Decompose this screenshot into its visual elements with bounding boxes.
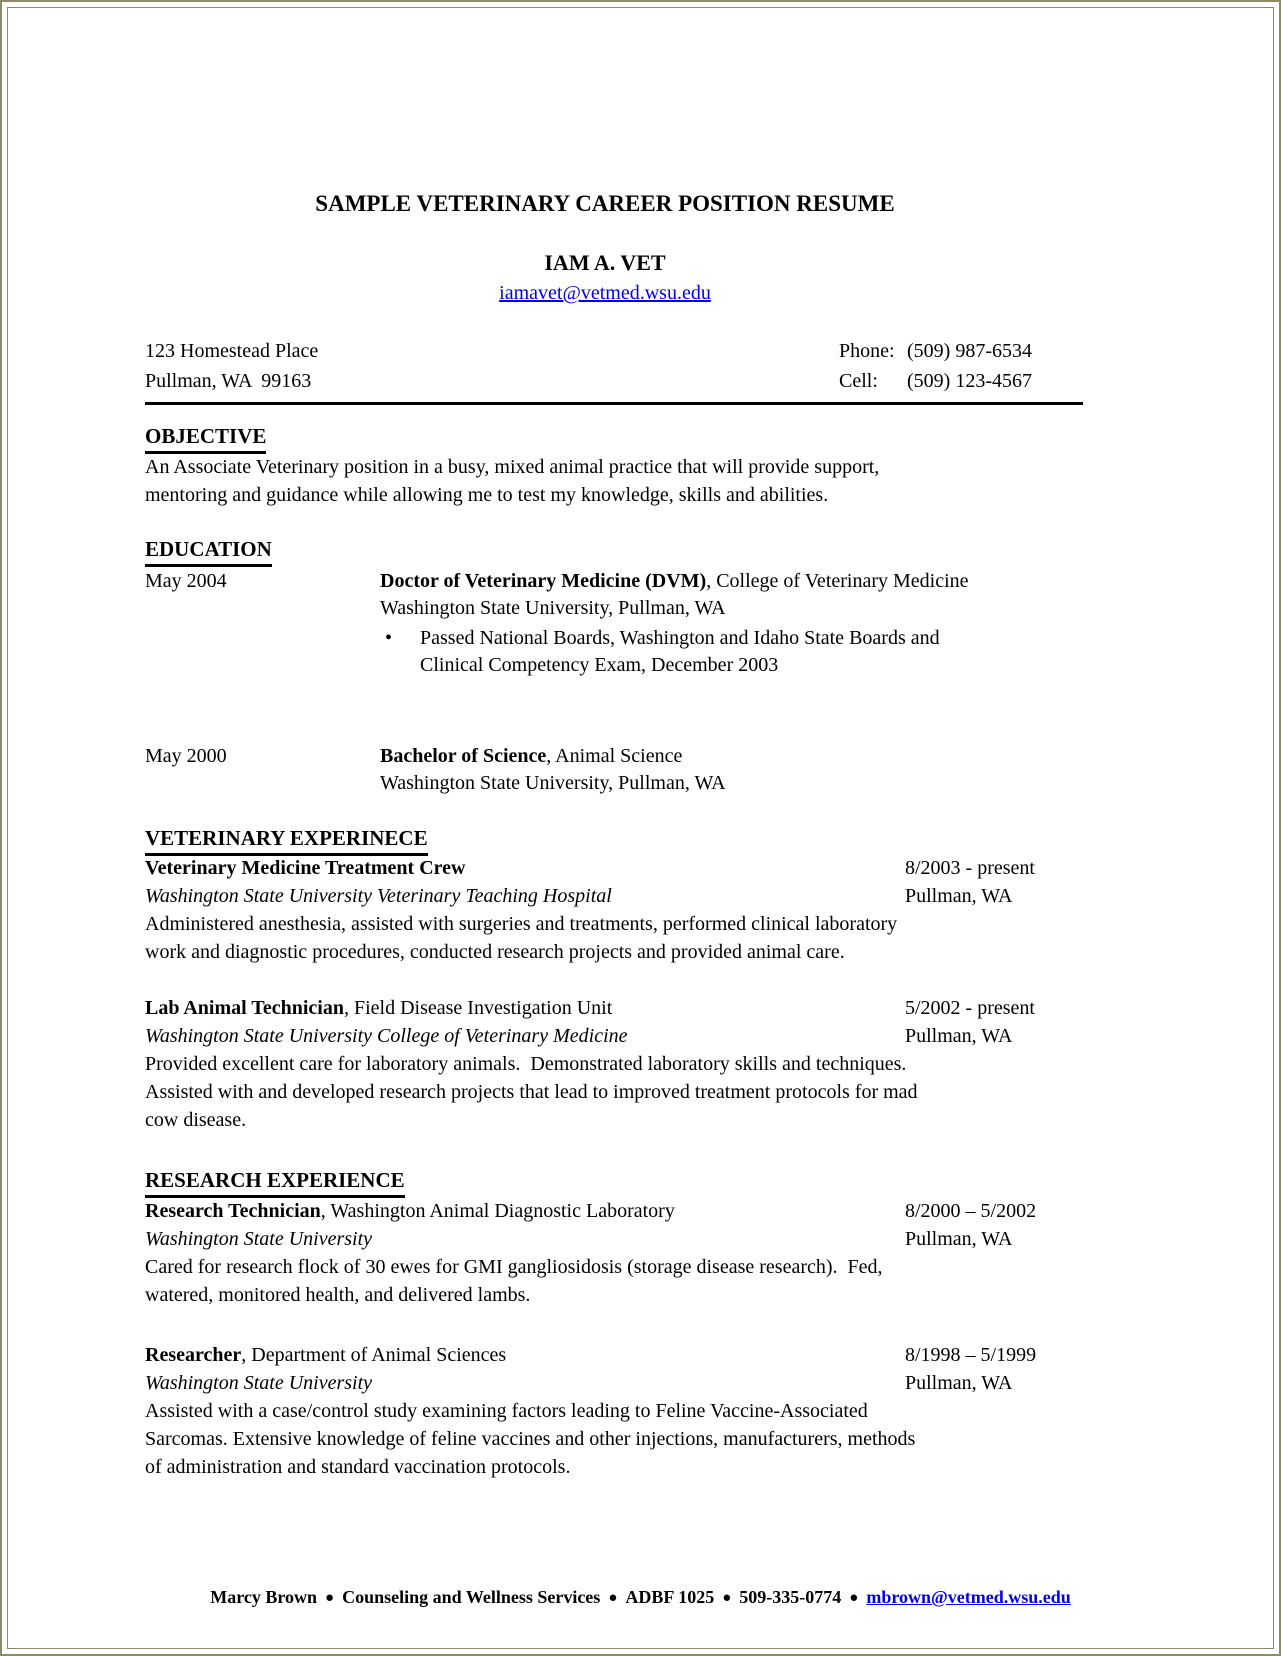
degree-line bbox=[380, 743, 1065, 770]
research-experience-section-header bbox=[145, 1168, 405, 1198]
objective-heading: OBJECTIVE bbox=[145, 424, 266, 454]
job-description-line: Cared for research flock of 30 ewes for GMI gangliosidosis (storage disease research). Fed, bbox=[145, 1256, 883, 1278]
phone-value: (509) 987-6534 bbox=[907, 340, 1032, 362]
job-description-line: Assisted with and developed research projects that lead to improved treatment protocols for mad bbox=[145, 1081, 918, 1103]
footer bbox=[0, 1586, 1281, 1609]
footer-author: Marcy Brown bbox=[210, 1587, 318, 1607]
header-email-row bbox=[145, 279, 1065, 307]
veterinary-experience-section-header bbox=[145, 826, 428, 856]
degree-detail: , Animal Science bbox=[546, 745, 683, 767]
footer-office: ADBF 1025 bbox=[625, 1587, 715, 1607]
job-title-row bbox=[145, 1341, 1065, 1369]
job-title: Lab Animal Technician bbox=[145, 997, 344, 1019]
job-description-line: Sarcomas. Extensive knowledge of feline vaccines and other injections, manufacturers, methods bbox=[145, 1428, 916, 1450]
objective-section-header bbox=[145, 424, 266, 454]
job-description-line: watered, monitored health, and delivered lambs. bbox=[145, 1284, 531, 1306]
header-divider-rule bbox=[145, 402, 1083, 405]
education-degree-block bbox=[380, 568, 1065, 622]
objective-line: An Associate Veterinary position in a busy, mixed animal practice that will provide support, bbox=[145, 456, 880, 478]
cell-label: Cell: bbox=[839, 370, 878, 392]
contact-block bbox=[839, 336, 1032, 396]
veterinary-experience-heading: VETERINARY EXPERINECE bbox=[145, 826, 428, 856]
job-dates: 5/2002 - present bbox=[905, 997, 1035, 1019]
job-location: Pullman, WA bbox=[905, 885, 1013, 907]
degree-detail: , College of Veterinary Medicine bbox=[706, 570, 969, 592]
objective-text bbox=[145, 453, 879, 509]
job-org-row bbox=[145, 1022, 1065, 1050]
degree-name: Bachelor of Science bbox=[380, 745, 547, 767]
job-entry bbox=[145, 994, 1065, 1134]
job-organization: Washington State University bbox=[145, 1372, 373, 1394]
email-link[interactable]: iamavet@vetmed.wsu.edu bbox=[499, 282, 711, 304]
job-organization: Washington State University Veterinary Teaching Hospital bbox=[145, 885, 612, 907]
job-org-row bbox=[145, 882, 1065, 910]
bullet-separator-icon: ● bbox=[325, 1590, 335, 1606]
job-entry bbox=[145, 854, 1065, 966]
job-title-detail: , Washington Animal Diagnostic Laboratory bbox=[320, 1200, 675, 1222]
education-heading: EDUCATION bbox=[145, 537, 272, 567]
degree-name: Doctor of Veterinary Medicine (DVM) bbox=[380, 570, 707, 592]
job-dates: 8/2003 - present bbox=[905, 857, 1035, 879]
bullet-separator-icon: ● bbox=[608, 1590, 618, 1606]
phone-label: Phone: bbox=[839, 340, 895, 362]
job-location: Pullman, WA bbox=[905, 1228, 1013, 1250]
job-description-line: Assisted with a case/control study examining factors leading to Feline Vaccine-Associated bbox=[145, 1400, 868, 1422]
bullet-separator-icon: ● bbox=[722, 1590, 732, 1606]
footer-email-link[interactable]: mbrown@vetmed.wsu.edu bbox=[866, 1587, 1071, 1607]
school-line: Washington State University, Pullman, WA bbox=[380, 772, 726, 794]
degree-line bbox=[380, 568, 1065, 595]
education-degree-block bbox=[380, 743, 1065, 797]
job-description-line: of administration and standard vaccination protocols. bbox=[145, 1456, 571, 1478]
document-title: SAMPLE VETERINARY CAREER POSITION RESUME bbox=[315, 191, 895, 216]
job-org-row bbox=[145, 1225, 1065, 1253]
address-block bbox=[145, 336, 318, 396]
job-title-detail: , Field Disease Investigation Unit bbox=[343, 997, 613, 1019]
job-organization: Washington State University bbox=[145, 1228, 373, 1250]
job-entry bbox=[145, 1197, 1065, 1309]
job-description-line: Administered anesthesia, assisted with surgeries and treatments, performed clinical laboratory bbox=[145, 913, 898, 935]
person-name: IAM A. VET bbox=[544, 250, 666, 275]
education-bullet bbox=[385, 625, 940, 679]
education-date: May 2000 bbox=[145, 745, 227, 767]
bullet-separator-icon: ● bbox=[849, 1590, 859, 1606]
research-experience-heading: RESEARCH EXPERIENCE bbox=[145, 1168, 405, 1198]
address-line1: 123 Homestead Place bbox=[145, 340, 319, 362]
job-org-row bbox=[145, 1369, 1065, 1397]
job-description-line: cow disease. bbox=[145, 1109, 247, 1131]
bullet-text bbox=[420, 625, 940, 679]
footer-department: Counseling and Wellness Services bbox=[342, 1587, 601, 1607]
school-line: Washington State University, Pullman, WA bbox=[380, 597, 726, 619]
education-entry bbox=[145, 743, 1065, 797]
job-title-detail: , Department of Animal Sciences bbox=[241, 1344, 507, 1366]
job-title: Veterinary Medicine Treatment Crew bbox=[145, 857, 466, 879]
job-dates: 8/2000 – 5/2002 bbox=[905, 1200, 1037, 1222]
bullet-line: Passed National Boards, Washington and Idaho State Boards and bbox=[420, 627, 940, 649]
job-title-row bbox=[145, 1197, 1065, 1225]
bullet-line: Clinical Competency Exam, December 2003 bbox=[420, 654, 779, 676]
education-date: May 2004 bbox=[145, 570, 227, 592]
footer-phone: 509-335-0774 bbox=[739, 1587, 842, 1607]
job-dates: 8/1998 – 5/1999 bbox=[905, 1344, 1037, 1366]
education-entry bbox=[145, 568, 1065, 622]
job-title: Research Technician bbox=[145, 1200, 321, 1222]
job-title: Researcher bbox=[145, 1344, 242, 1366]
job-organization: Washington State University College of Veterinary Medicine bbox=[145, 1025, 628, 1047]
phone-row bbox=[839, 336, 1032, 366]
education-section-header bbox=[145, 537, 272, 567]
address-line2: Pullman, WA 99163 bbox=[145, 370, 312, 392]
job-title-row bbox=[145, 854, 1065, 882]
objective-line: mentoring and guidance while allowing me to test my knowledge, skills and abilities. bbox=[145, 484, 829, 506]
job-location: Pullman, WA bbox=[905, 1372, 1013, 1394]
job-title-row bbox=[145, 994, 1065, 1022]
job-location: Pullman, WA bbox=[905, 1025, 1013, 1047]
cell-row bbox=[839, 366, 1032, 396]
job-entry bbox=[145, 1341, 1065, 1481]
job-description-line: work and diagnostic procedures, conducted research projects and provided animal care. bbox=[145, 941, 845, 963]
job-description-line: Provided excellent care for laboratory animals. Demonstrated laboratory skills and techniques. bbox=[145, 1053, 907, 1075]
bullet-icon: • bbox=[385, 627, 393, 649]
cell-value: (509) 123-4567 bbox=[907, 370, 1032, 392]
